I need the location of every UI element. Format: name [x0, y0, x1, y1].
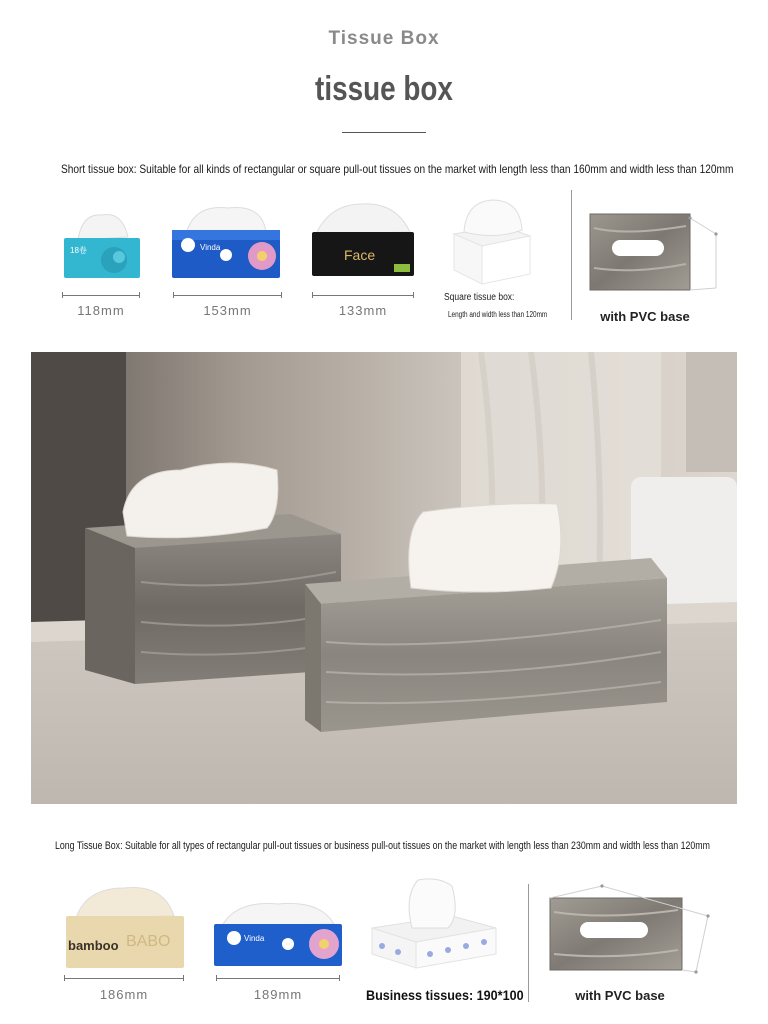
square-tissue-box	[446, 196, 538, 288]
teal-pack-brand: 18卷	[70, 246, 87, 255]
size-label-133: 133mm	[338, 303, 388, 318]
size-label-189: 189mm	[253, 987, 303, 1002]
tissue-pack-vinda	[170, 200, 282, 280]
title-divider	[342, 132, 426, 133]
vinda-long-pack-brand: Vinda	[244, 934, 265, 943]
long-box-description: Long Tissue Box: Suitable for all types of rectangular pull-out tissues or business pull-out tissues on the market with length less than 230mm and width less than 120mm	[55, 840, 710, 852]
bamboo-pack-brand: bamboo	[68, 938, 119, 953]
section-divider-short	[571, 190, 572, 320]
section-divider-long	[528, 884, 529, 1002]
tissue-pack-vinda-long	[212, 896, 344, 970]
tissue-pack-teal	[62, 205, 142, 280]
page-kicker: Tissue Box	[328, 28, 440, 49]
dimension-line-153	[173, 292, 282, 298]
marble-tissue-boxes-photo	[31, 352, 737, 804]
square-box-sublabel: Length and width less than 120mm	[448, 310, 548, 319]
babo-pack-brand: BABO	[126, 933, 171, 950]
face-pack-brand: Face	[344, 247, 376, 263]
dimension-line-133	[312, 292, 414, 298]
dimension-line-186	[64, 975, 184, 981]
page-title: tissue box	[315, 70, 453, 108]
size-label-186: 186mm	[99, 987, 149, 1002]
square-box-label: Square tissue box:	[444, 292, 515, 303]
short-box-description: Short tissue box: Suitable for all kinds of rectangular or square pull-out tissues on the market with length less than 160mm and width less than 120mm	[61, 162, 734, 176]
tissue-pack-face	[310, 198, 416, 280]
marble-box-pvc-long	[546, 880, 720, 978]
vinda-pack-brand: Vinda	[200, 243, 221, 252]
pvc-base-label-short: with PVC base	[600, 309, 690, 324]
marble-box-pvc-short	[586, 208, 728, 298]
business-tissues-label: Business tissues: 190*100	[366, 987, 524, 1003]
dimension-line-118	[62, 292, 140, 298]
size-label-118: 118mm	[77, 303, 125, 318]
size-label-153: 153mm	[203, 303, 252, 318]
dimension-line-189	[216, 975, 340, 981]
tissue-pack-bamboo	[64, 882, 186, 970]
pvc-base-label-long: with PVC base	[575, 988, 665, 1003]
business-tissue-pack	[368, 876, 500, 974]
